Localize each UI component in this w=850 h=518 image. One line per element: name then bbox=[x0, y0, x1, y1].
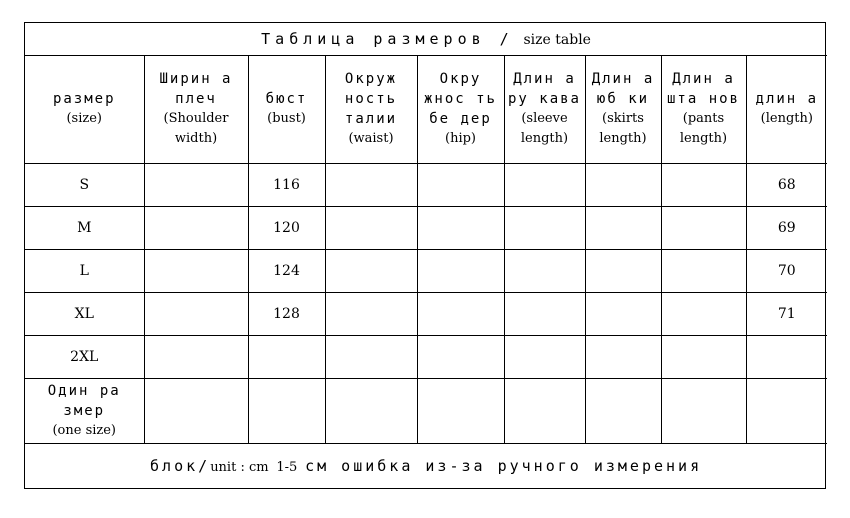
cell-waist bbox=[325, 378, 417, 443]
table-row bbox=[25, 335, 827, 378]
cell-pants bbox=[661, 163, 746, 206]
title-ru: Таблица размеров / bbox=[261, 29, 514, 48]
cell-pants bbox=[661, 335, 746, 378]
size-table bbox=[25, 23, 827, 488]
col-hip-header bbox=[417, 55, 504, 163]
cell-sleeve bbox=[504, 335, 585, 378]
cell-one-size bbox=[25, 378, 144, 443]
col-sleeve-header bbox=[504, 55, 585, 163]
col-size-header bbox=[25, 55, 144, 163]
col-sleeve-ru: Длин а ру кава bbox=[507, 71, 581, 108]
col-skirts-header bbox=[585, 55, 661, 163]
cell-pants bbox=[661, 292, 746, 335]
cell-size: M bbox=[25, 206, 144, 249]
col-skirts-ru: Длин а юб ки bbox=[591, 71, 655, 108]
cell-sleeve bbox=[504, 206, 585, 249]
cell-sleeve bbox=[504, 163, 585, 206]
cell-shoulder bbox=[144, 206, 248, 249]
size-table-frame bbox=[24, 22, 826, 489]
col-bust-header bbox=[248, 55, 325, 163]
col-skirts-en: (skirts length) bbox=[599, 111, 647, 147]
table-row bbox=[25, 206, 827, 249]
col-pants-en: (pants length) bbox=[679, 111, 728, 147]
cell-shoulder bbox=[144, 292, 248, 335]
col-size-en: (size) bbox=[66, 111, 102, 127]
cell-waist bbox=[325, 335, 417, 378]
cell-skirts bbox=[585, 206, 661, 249]
footer-range: 1-5 bbox=[276, 459, 298, 475]
cell-length bbox=[746, 335, 827, 378]
cell-size: L bbox=[25, 249, 144, 292]
cell-hip bbox=[417, 378, 504, 443]
table-title bbox=[25, 23, 827, 55]
cell-hip bbox=[417, 292, 504, 335]
cell-size: 2XL bbox=[25, 335, 144, 378]
col-hip-en: (hip) bbox=[445, 131, 476, 147]
cell-shoulder bbox=[144, 378, 248, 443]
table-row-one-size bbox=[25, 378, 827, 443]
col-shoulder-en: (Shoulder width) bbox=[163, 111, 229, 147]
cell-bust bbox=[248, 378, 325, 443]
footer-unit-ru: блок/ bbox=[150, 456, 211, 475]
cell-hip bbox=[417, 163, 504, 206]
cell-skirts bbox=[585, 163, 661, 206]
cell-skirts bbox=[585, 292, 661, 335]
cell-pants bbox=[661, 206, 746, 249]
cell-length: 68 bbox=[746, 163, 827, 206]
cell-sleeve bbox=[504, 378, 585, 443]
col-hip-ru: Окру жнос ть бе дер bbox=[423, 71, 497, 128]
cell-waist bbox=[325, 206, 417, 249]
cell-shoulder bbox=[144, 163, 248, 206]
col-shoulder-ru: Ширин а плеч bbox=[159, 71, 233, 108]
header-row bbox=[25, 55, 827, 163]
cell-skirts bbox=[585, 378, 661, 443]
cell-hip bbox=[417, 206, 504, 249]
col-length-header bbox=[746, 55, 827, 163]
cell-bust bbox=[248, 335, 325, 378]
col-waist-ru: Окруж ность талии bbox=[344, 71, 398, 128]
col-shoulder-header bbox=[144, 55, 248, 163]
col-pants-ru: Длин а шта нов bbox=[666, 71, 740, 108]
table-row bbox=[25, 249, 827, 292]
cell-sleeve bbox=[504, 292, 585, 335]
cell-length bbox=[746, 378, 827, 443]
col-size-ru: размер bbox=[52, 91, 116, 108]
one-size-en: (one size) bbox=[52, 422, 117, 438]
cell-skirts bbox=[585, 335, 661, 378]
col-waist-header bbox=[325, 55, 417, 163]
cell-sleeve bbox=[504, 249, 585, 292]
col-bust-ru: бюст bbox=[265, 91, 308, 108]
cell-size: S bbox=[25, 163, 144, 206]
title-en: size table bbox=[523, 31, 591, 48]
footer-note-ru: см ошибка из-за ручного измерения bbox=[305, 456, 703, 475]
cell-hip bbox=[417, 335, 504, 378]
footer-note bbox=[25, 443, 827, 488]
col-length-en: (length) bbox=[760, 111, 813, 127]
cell-bust: 116 bbox=[248, 163, 325, 206]
cell-bust: 124 bbox=[248, 249, 325, 292]
cell-pants bbox=[661, 378, 746, 443]
table-row bbox=[25, 163, 827, 206]
col-sleeve-en: (sleeve length) bbox=[520, 111, 569, 147]
cell-skirts bbox=[585, 249, 661, 292]
cell-size: XL bbox=[25, 292, 144, 335]
cell-waist bbox=[325, 249, 417, 292]
cell-length: 70 bbox=[746, 249, 827, 292]
col-bust-en: (bust) bbox=[267, 111, 306, 127]
col-waist-en: (waist) bbox=[348, 131, 394, 147]
cell-bust: 128 bbox=[248, 292, 325, 335]
cell-shoulder bbox=[144, 335, 248, 378]
cell-length: 71 bbox=[746, 292, 827, 335]
cell-bust: 120 bbox=[248, 206, 325, 249]
table-row bbox=[25, 292, 827, 335]
cell-waist bbox=[325, 163, 417, 206]
cell-hip bbox=[417, 249, 504, 292]
col-length-ru: длин а bbox=[755, 91, 819, 108]
col-pants-header bbox=[661, 55, 746, 163]
cell-waist bbox=[325, 292, 417, 335]
footer-unit-en: unit : cm bbox=[210, 459, 269, 475]
cell-length: 69 bbox=[746, 206, 827, 249]
one-size-ru: Один ра змер bbox=[47, 382, 121, 419]
cell-pants bbox=[661, 249, 746, 292]
cell-shoulder bbox=[144, 249, 248, 292]
